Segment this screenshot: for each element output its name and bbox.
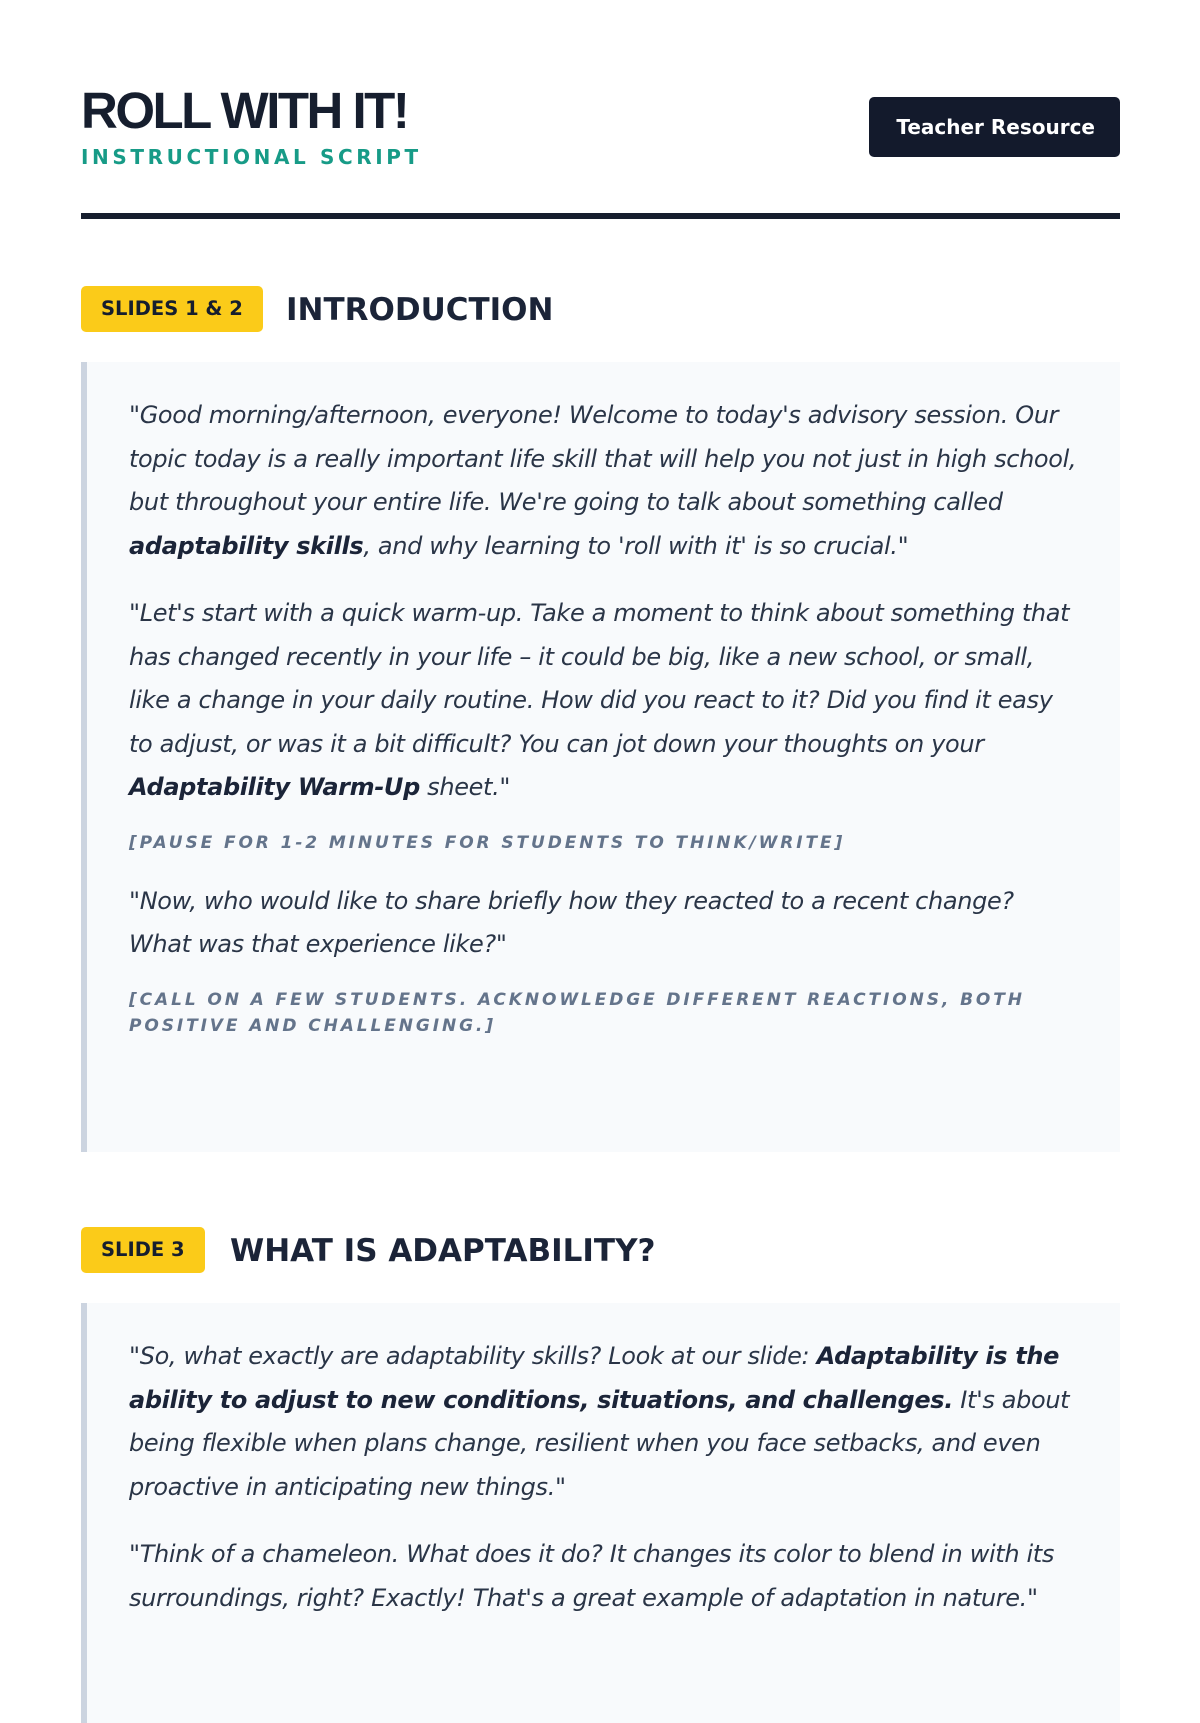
slide-badge: SLIDES 1 & 2 — [81, 286, 263, 332]
script-text: sheet." — [419, 773, 511, 801]
section-introduction — [81, 286, 1120, 1152]
slide-badge: SLIDE 3 — [81, 1227, 205, 1273]
emphasized-term: adaptability skills — [129, 531, 364, 560]
section-heading — [81, 1227, 1120, 1275]
script-text: "Let's start with a quick warm-up. Take a moment to think about something that has changed recently in your life – it could be big, like a new school, or small, like a change in your daily routine. How did you react to it? Did you find it easy to adjust, or was it a bit difficult? You can jot down your thoughts on your — [129, 599, 1070, 758]
script-text: It's about being flexible when plans change, resilient when you face setbacks, and even proactive in anticipating new things." — [129, 1385, 1070, 1501]
script-paragraph — [129, 880, 1080, 967]
emphasized-term: Adaptability is the ability to adjust to new conditions, situations, and challenges. — [129, 1342, 1060, 1414]
page-subtitle: INSTRUCTIONAL SCRIPT — [81, 145, 422, 169]
emphasized-term: Adaptability Warm-Up — [129, 773, 420, 801]
script-paragraph — [129, 1533, 1080, 1620]
stage-direction: [CALL ON A FEW STUDENTS. ACKNOWLEDGE DIFFERENT REACTIONS, BOTH POSITIVE AND CHALLENGING.] — [129, 989, 1025, 1036]
section-title: INTRODUCTION — [286, 292, 554, 328]
page-header — [81, 0, 1120, 222]
script-page — [81, 0, 1120, 1612]
section-heading — [81, 286, 1120, 334]
stage-direction: [PAUSE FOR 1-2 MINUTES FOR STUDENTS TO THINK/WRITE] — [129, 832, 846, 853]
script-text: "So, what exactly are adaptability skills? Look at our slide: — [129, 1342, 817, 1370]
script-text: "Think of a chameleon. What does it do? It changes its color to blend in with its surroundings, right? Exactly! That's a great example of adaptation in nature." — [129, 1540, 1055, 1612]
script-text: , and why learning to 'roll with it' is so crucial." — [363, 531, 909, 560]
section-what-is-adaptability — [81, 1227, 1120, 1723]
script-paragraph — [129, 1335, 1080, 1509]
script-box — [81, 362, 1120, 1152]
script-box — [81, 1303, 1120, 1723]
script-text: "Good morning/afternoon, everyone! Welcome to today's advisory session. Our topic today is a really important life skill that will help you not just in high school, but throughout your entire life. We're going to talk about something called — [129, 401, 1077, 516]
section-title: WHAT IS ADAPTABILITY? — [230, 1233, 656, 1269]
script-text: "Now, who would like to share briefly how they reacted to a recent change? What was that experience like?" — [129, 886, 1014, 958]
script-paragraph — [129, 592, 1080, 810]
header-divider — [81, 213, 1120, 219]
teacher-resource-button[interactable]: Teacher Resource — [869, 97, 1120, 157]
script-paragraph — [129, 394, 1080, 568]
page-title: ROLL WITH IT! — [81, 82, 408, 139]
